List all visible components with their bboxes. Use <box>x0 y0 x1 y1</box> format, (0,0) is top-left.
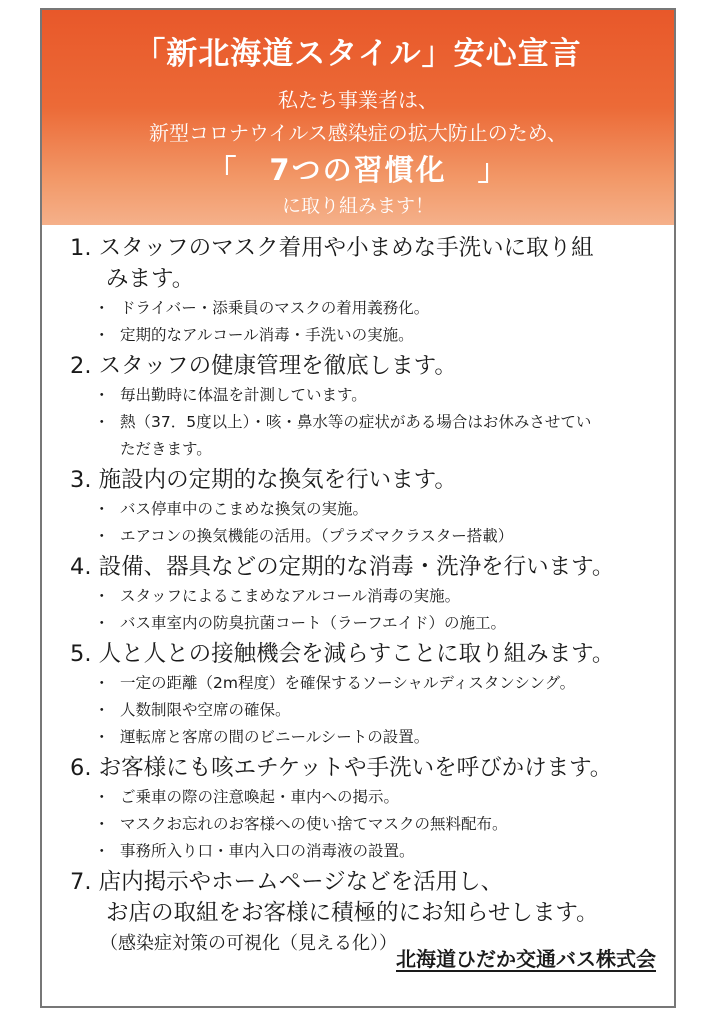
item-1-heading: 1. スタッフのマスク着用や小まめな手洗いに取り組 みます。 <box>70 235 594 292</box>
header-line-4: に取り組みます！ <box>281 195 434 217</box>
item-5-sub-3: ・ 運転席と客席の間のビニールシートの設置。 <box>70 724 665 751</box>
item-1-sub-2: ・ 定期的なアルコール消毒・手洗いの実施。 <box>70 322 665 349</box>
item-2-heading: 2. スタッフの健康管理を徹底します。 <box>70 353 457 379</box>
item-5-sub-2: ・ 人数制限や空席の確保。 <box>70 697 665 724</box>
item-5-heading: 5. 人と人との接触機会を減らすことに取り組みます。 <box>70 641 615 667</box>
item-6-sub-2: ・ マスクお忘れのお客様への使い捨てマスクの無料配布。 <box>70 811 665 838</box>
company-name: 北海道ひだか交通バス株式会 <box>396 947 656 971</box>
header-line-2: 新型コロナウイルス感染症の拡大防止のため、 <box>149 121 567 145</box>
item-4-heading: 4. 設備、器具などの定期的な消毒・洗浄を行います。 <box>70 554 615 580</box>
item-4-sub-1: ・ スタッフによるこまめなアルコール消毒の実施。 <box>70 583 665 610</box>
item-4-sub-2: ・ バス車室内の防臭抗菌コート（ラーフエイド）の施工。 <box>70 610 665 637</box>
habit-list <box>70 233 665 959</box>
item-6-sub-1: ・ ご乗車の際の注意喚起・車内への掲示。 <box>70 784 665 811</box>
item-2-sub-1: ・ 毎出勤時に体温を計測しています。 <box>70 382 665 409</box>
header-line-1: 私たち事業者は、 <box>278 88 438 112</box>
item-2-sub-2: ・ 熱（37．5度以上）・咳・鼻水等の症状がある場合はお休みさせてい ただきます。 <box>70 409 665 463</box>
item-3-sub-2: ・ エアコンの換気機能の活用。（プラズマクラスター搭載） <box>70 523 665 550</box>
item-7-heading: 7. 店内掲示やホームページなどを活用し、 お店の取組をお客様に積極的にお知らせします。 <box>70 869 599 926</box>
item-6-sub-3: ・ 事務所入り口・車内入口の消毒液の設置。 <box>70 838 665 865</box>
poster-title: 「新北海道スタイル」安心宣言 <box>134 36 582 72</box>
poster-frame <box>40 8 676 1008</box>
item-3-heading: 3. 施設内の定期的な換気を行います。 <box>70 467 457 493</box>
header-banner <box>42 10 674 225</box>
item-1-sub-1: ・ ドライバー・添乗員のマスクの着用義務化。 <box>70 295 665 322</box>
item-3-sub-1: ・ バス停車中のこまめな換気の実施。 <box>70 496 665 523</box>
visualization-note: （感染症対策の可視化（見える化）） <box>100 933 397 954</box>
item-5-sub-1: ・ 一定の距離（2m程度）を確保するソーシャルディスタンシング。 <box>70 670 665 697</box>
header-line-3: 「 7つの習慣化 」 <box>207 153 509 187</box>
item-6-heading: 6. お客様にも咳エチケットや手洗いを呼びかけます。 <box>70 755 613 781</box>
